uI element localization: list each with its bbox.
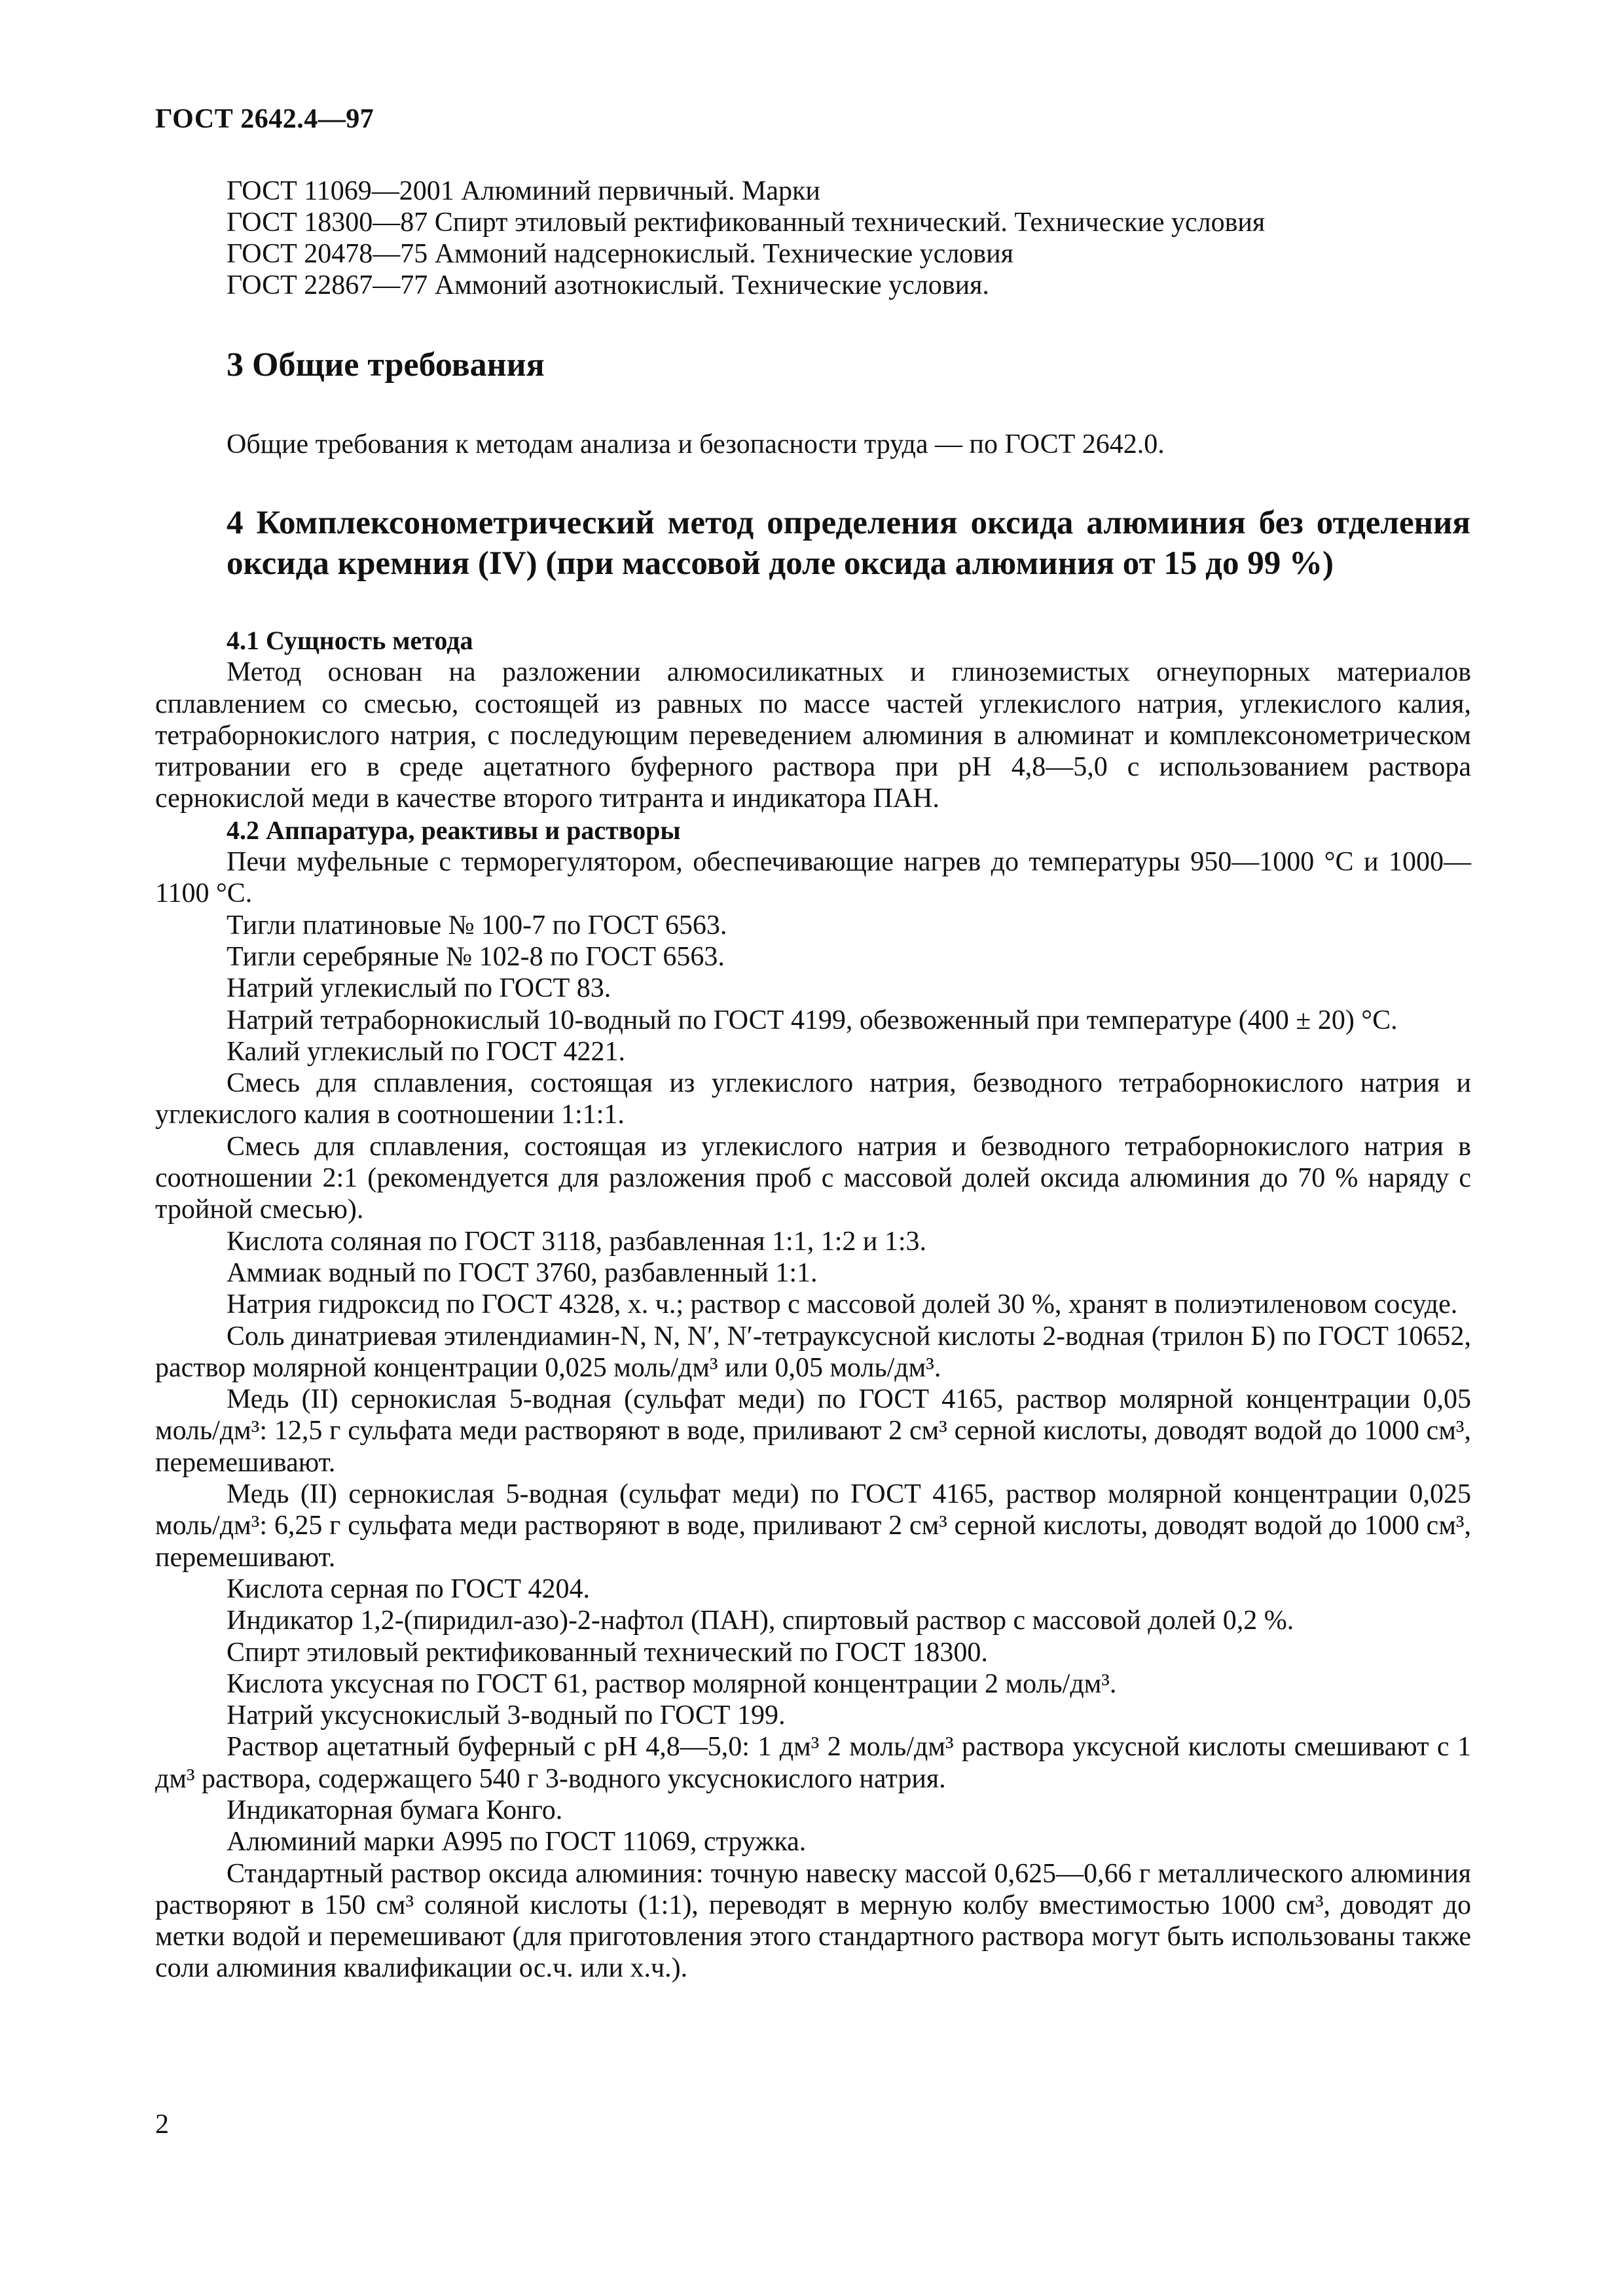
section-4-heading: 4 Комплексонометрический метод определения оксида алюминия без отделения оксида кремния (IV) (при массовой доле оксида алюминия от 15 до 99 %) (227, 505, 1470, 582)
subsection-4-2-heading: 4.2 Аппаратура, реактивы и растворы (227, 815, 681, 845)
reagent-item: Смесь для сплавления, состоящая из углекислого натрия и безводного тетраборнокислого натрия в соотношении 2:1 (рекомендуется для разложения проб с массовой долей оксида алюминия до 70 % наряду с тройной смесью). (155, 1131, 1471, 1225)
reference-item: ГОСТ 20478—75 Аммоний надсернокислый. Технические условия (227, 239, 1013, 269)
reagent-item: Натрия гидроксид по ГОСТ 4328, х. ч.; раствор с массовой долей 30 %, хранят в полиэтиленовом сосуде. (227, 1289, 1458, 1320)
reagent-item: Натрий тетраборнокислый 10-водный по ГОСТ 4199, обезвоженный при температуре (400 ± 20) °С. (227, 1005, 1398, 1035)
reagent-item: Медь (II) сернокислая 5-водная (сульфат меди) по ГОСТ 4165, раствор молярной концентрации 0,025 моль/дм³: 6,25 г сульфата меди растворяют в воде, приливают 2 см³ серной кислоты, доводят водой до 1000 см³, перемешивают. (155, 1479, 1471, 1573)
section-4-body (155, 625, 1471, 1984)
reagent-item: Стандартный раствор оксида алюминия: точную навеску массой 0,625—0,66 г металлического алюминия растворяют в 150 см³ соляной кислоты (1:1), переводят в мерную колбу вместимостью 1000 см³, доводят до метки водой и перемешивают (для приготовления этого стандартного раствора могут быть использованы также соли алюминия квалификации ос.ч. или х.ч.). (155, 1858, 1471, 1984)
reagent-item: Печи муфельные с терморегулятором, обеспечивающие нагрев до температуры 950—1000 °С и 1000—1100 °С. (155, 847, 1471, 909)
reagent-item: Индикатор 1,2-(пиридил-азо)-2-нафтол (ПАН), спиртовый раствор с массовой долей 0,2 %. (227, 1605, 1294, 1636)
section-3-heading: 3 Общие требования (227, 346, 545, 384)
reagent-item: Тигли платиновые № 100-7 по ГОСТ 6563. (227, 910, 727, 941)
section-3-text: Общие требования к методам анализа и безопасности труда — по ГОСТ 2642.0. (227, 429, 1165, 459)
reagent-item: Алюминий марки А995 по ГОСТ 11069, стружка. (227, 1827, 807, 1857)
reagent-item: Тигли серебряные № 102-8 по ГОСТ 6563. (227, 941, 725, 972)
reagent-item: Кислота соляная по ГОСТ 3118, разбавленная 1:1, 1:2 и 1:3. (227, 1226, 927, 1257)
reference-item: ГОСТ 22867—77 Аммоний азотнокислый. Технические условия. (227, 270, 989, 300)
reagent-item: Смесь для сплавления, состоящая из углекислого натрия, безводного тетраборнокислого натрия и углекислого калия в соотношении 1:1:1. (155, 1068, 1471, 1130)
reagent-item: Индикаторная бумага Конго. (227, 1795, 563, 1825)
reagent-item: Раствор ацетатный буферный с рН 4,8—5,0: 1 дм³ 2 моль/дм³ раствора уксусной кислоты смешивают с 1 дм³ раствора, содержащего 540 г 3-водного уксуснокислого натрия. (155, 1732, 1471, 1794)
reference-item: ГОСТ 11069—2001 Алюминий первичный. Марки (227, 176, 820, 206)
page-number: 2 (155, 2109, 169, 2140)
subsection-4-1-heading: 4.1 Сущность метода (227, 626, 473, 655)
reagent-item: Кислота серная по ГОСТ 4204. (227, 1573, 591, 1604)
reagent-item: Калий углекислый по ГОСТ 4221. (227, 1036, 625, 1067)
reagent-item: Медь (II) сернокислая 5-водная (сульфат меди) по ГОСТ 4165, раствор молярной концентрации 0,05 моль/дм³: 12,5 г сульфата меди растворяют в воде, приливают 2 см³ серной кислоты, доводят водой до 1000 см³, перемешивают. (155, 1384, 1471, 1478)
document-header: ГОСТ 2642.4—97 (155, 104, 374, 134)
reagent-item: Соль динатриевая этилендиамин-N, N, N′, N′-тетрауксусной кислоты 2-водная (трилон Б) по ГОСТ 10652, раствор молярной концентрации 0,025 моль/дм³ или 0,05 моль/дм³. (155, 1321, 1471, 1383)
reagent-item: Спирт этиловый ректификованный технический по ГОСТ 18300. (227, 1637, 988, 1668)
normative-references (227, 175, 1265, 301)
reagent-item: Кислота уксусная по ГОСТ 61, раствор молярной концентрации 2 моль/дм³. (227, 1668, 1117, 1699)
method-essence-paragraph: Метод основан на разложении алюмосиликатных и глиноземистых огнеупорных материалов сплавлением со смесью, состоящей из равных по массе частей углекислого натрия, углекислого калия, тетраборнокислого натрия, с последующим переведением алюминия в алюминат и комплексонометрическом титровании его в среде ацетатного буферного раствора при рН 4,8—5,0 с использованием раствора сернокислой меди в качестве второго титранта и индикатора ПАН. (155, 657, 1471, 814)
reagent-item: Натрий углекислый по ГОСТ 83. (227, 973, 611, 1004)
reagent-item: Аммиак водный по ГОСТ 3760, разбавленный 1:1. (227, 1257, 818, 1288)
reference-item: ГОСТ 18300—87 Спирт этиловый ректификованный технический. Технические условия (227, 207, 1266, 238)
reagent-item: Натрий уксуснокислый 3-водный по ГОСТ 199. (227, 1700, 786, 1731)
